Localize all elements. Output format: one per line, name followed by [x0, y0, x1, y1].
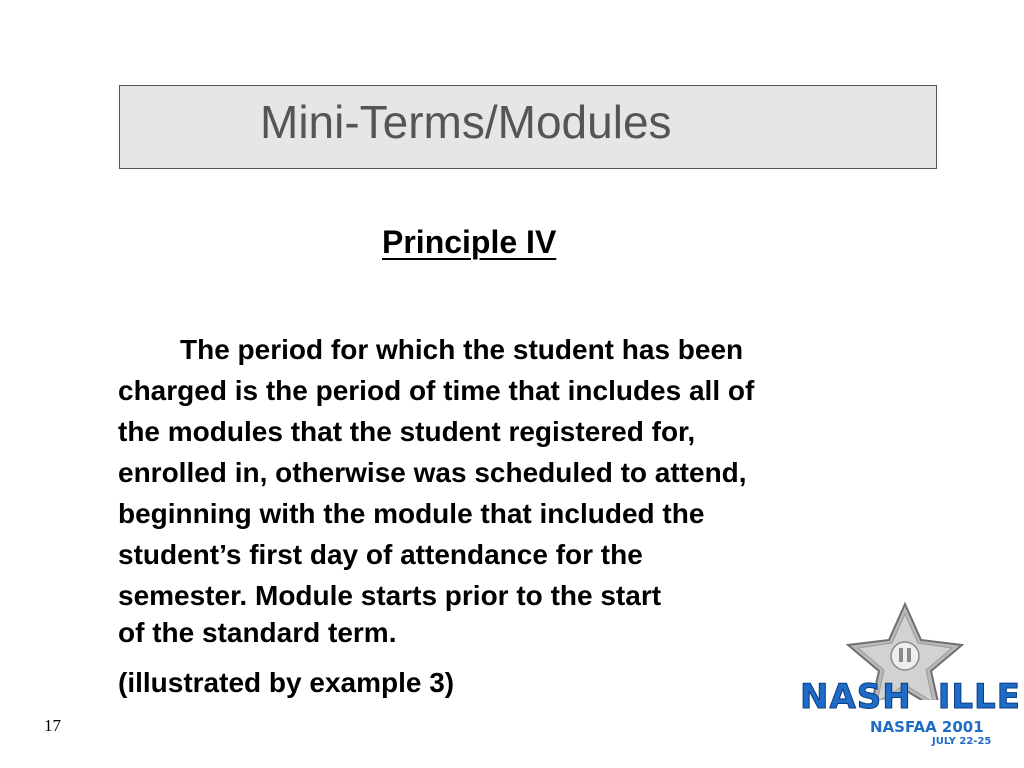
- logo-subtitle: NASFAA 2001: [870, 718, 984, 736]
- body-line: semester. Module starts prior to the start: [118, 580, 662, 611]
- logo-dates: JULY 22-25: [932, 736, 992, 747]
- slide-title: Mini-Terms/Modules: [260, 96, 672, 148]
- body-line: enrolled in, otherwise was scheduled to attend,: [118, 457, 747, 488]
- body-line: beginning with the module that included the: [118, 498, 705, 529]
- body-line: charged is the period of time that includes all of: [118, 375, 755, 406]
- body-line: the modules that the student registered for,: [118, 416, 696, 447]
- principle-heading: Principle IV: [382, 224, 557, 260]
- body-line: student’s first day of attendance for the: [118, 539, 643, 570]
- nashville-logo: [800, 600, 1021, 750]
- logo-wordmark: [800, 677, 1021, 717]
- example-note: (illustrated by example 3): [118, 667, 455, 698]
- logo-word-left: NASH: [800, 677, 912, 717]
- slide-number: 17: [44, 716, 61, 735]
- logo-word-right: ILLE: [937, 677, 1021, 717]
- title-box: [119, 85, 937, 169]
- body-line: of the standard term.: [118, 617, 397, 648]
- body-line: The period for which the student has been: [180, 334, 744, 365]
